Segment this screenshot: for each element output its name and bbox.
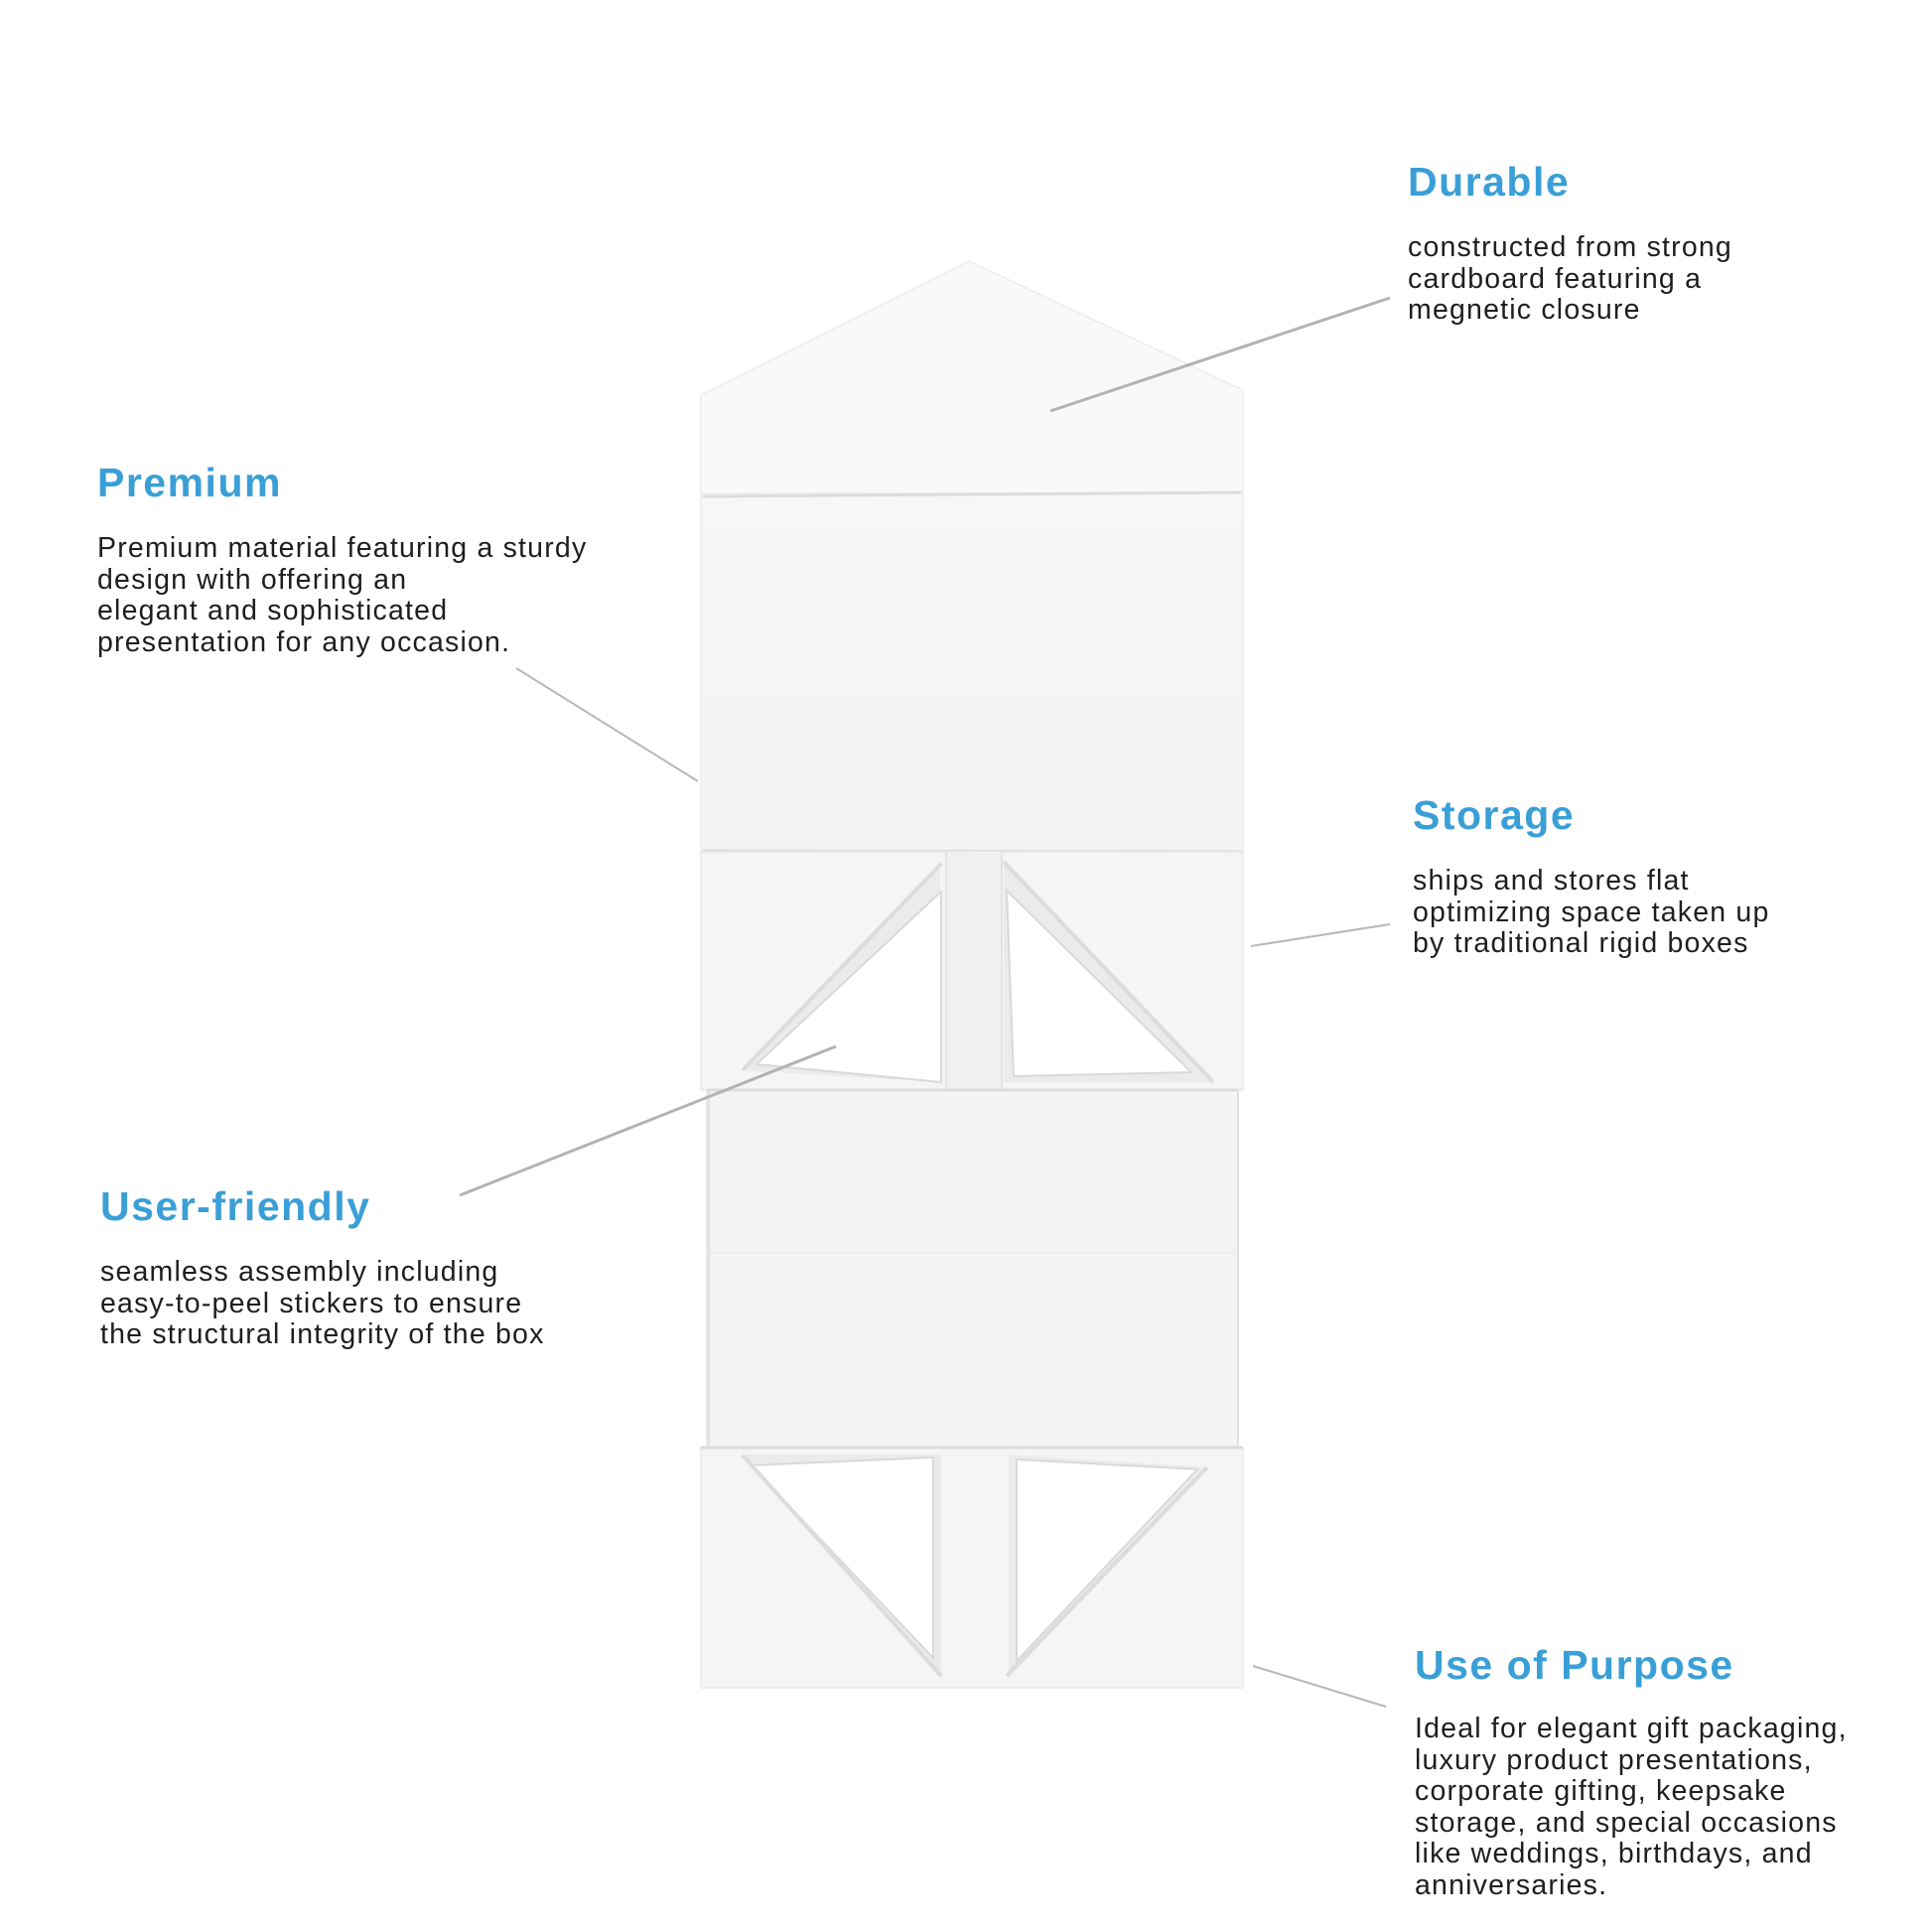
description-line: megnetic closure bbox=[1408, 294, 1641, 326]
description-line: cardboard featuring a bbox=[1408, 262, 1703, 295]
feature-storage bbox=[1413, 792, 1770, 960]
feature-title: Premium bbox=[97, 460, 282, 505]
description-line: luxury product presentations, bbox=[1415, 1743, 1813, 1776]
description-line: Ideal for elegant gift packaging, bbox=[1415, 1713, 1848, 1744]
feature-title: Durable bbox=[1408, 159, 1571, 205]
feature-user-friendly bbox=[100, 1183, 545, 1351]
feature-premium bbox=[97, 460, 588, 658]
leader-line-premium bbox=[516, 668, 698, 781]
feature-description bbox=[1413, 866, 1770, 960]
feature-title: Use of Purpose bbox=[1415, 1642, 1734, 1688]
feature-use-of-purpose bbox=[1415, 1642, 1848, 1901]
description-line: Premium material featuring a sturdy bbox=[97, 532, 588, 564]
leader-line-use-of-purpose bbox=[1253, 1666, 1386, 1707]
feature-description bbox=[1415, 1714, 1848, 1901]
description-line: seamless assembly including bbox=[100, 1256, 499, 1288]
leader-line-storage bbox=[1251, 924, 1390, 946]
description-line: constructed from strong bbox=[1408, 231, 1732, 263]
feature-description bbox=[100, 1257, 545, 1351]
description-line: storage, and special occasions bbox=[1415, 1806, 1838, 1839]
feature-title: User-friendly bbox=[100, 1183, 371, 1229]
lid-panel bbox=[701, 493, 1243, 851]
description-line: optimizing space taken up bbox=[1413, 896, 1770, 928]
description-line: elegant and sophisticated bbox=[97, 595, 449, 626]
feature-durable bbox=[1408, 159, 1732, 327]
description-line: ships and stores flat bbox=[1413, 865, 1690, 897]
description-line: easy-to-peel stickers to ensure bbox=[100, 1287, 523, 1319]
lid-flap bbox=[701, 261, 1243, 493]
description-line: by traditional rigid boxes bbox=[1413, 927, 1749, 959]
feature-title: Storage bbox=[1413, 792, 1576, 838]
description-line: the structural integrity of the box bbox=[100, 1318, 545, 1350]
feature-description bbox=[1408, 232, 1732, 327]
feature-description bbox=[97, 533, 587, 658]
description-line: presentation for any occasion. bbox=[97, 625, 511, 658]
description-line: design with offering an bbox=[97, 563, 408, 596]
description-line: corporate gifting, keepsake bbox=[1415, 1775, 1787, 1807]
description-line: like weddings, birthdays, and bbox=[1415, 1838, 1813, 1869]
base-panel bbox=[707, 1090, 1238, 1448]
description-line: anniversaries. bbox=[1415, 1868, 1608, 1901]
